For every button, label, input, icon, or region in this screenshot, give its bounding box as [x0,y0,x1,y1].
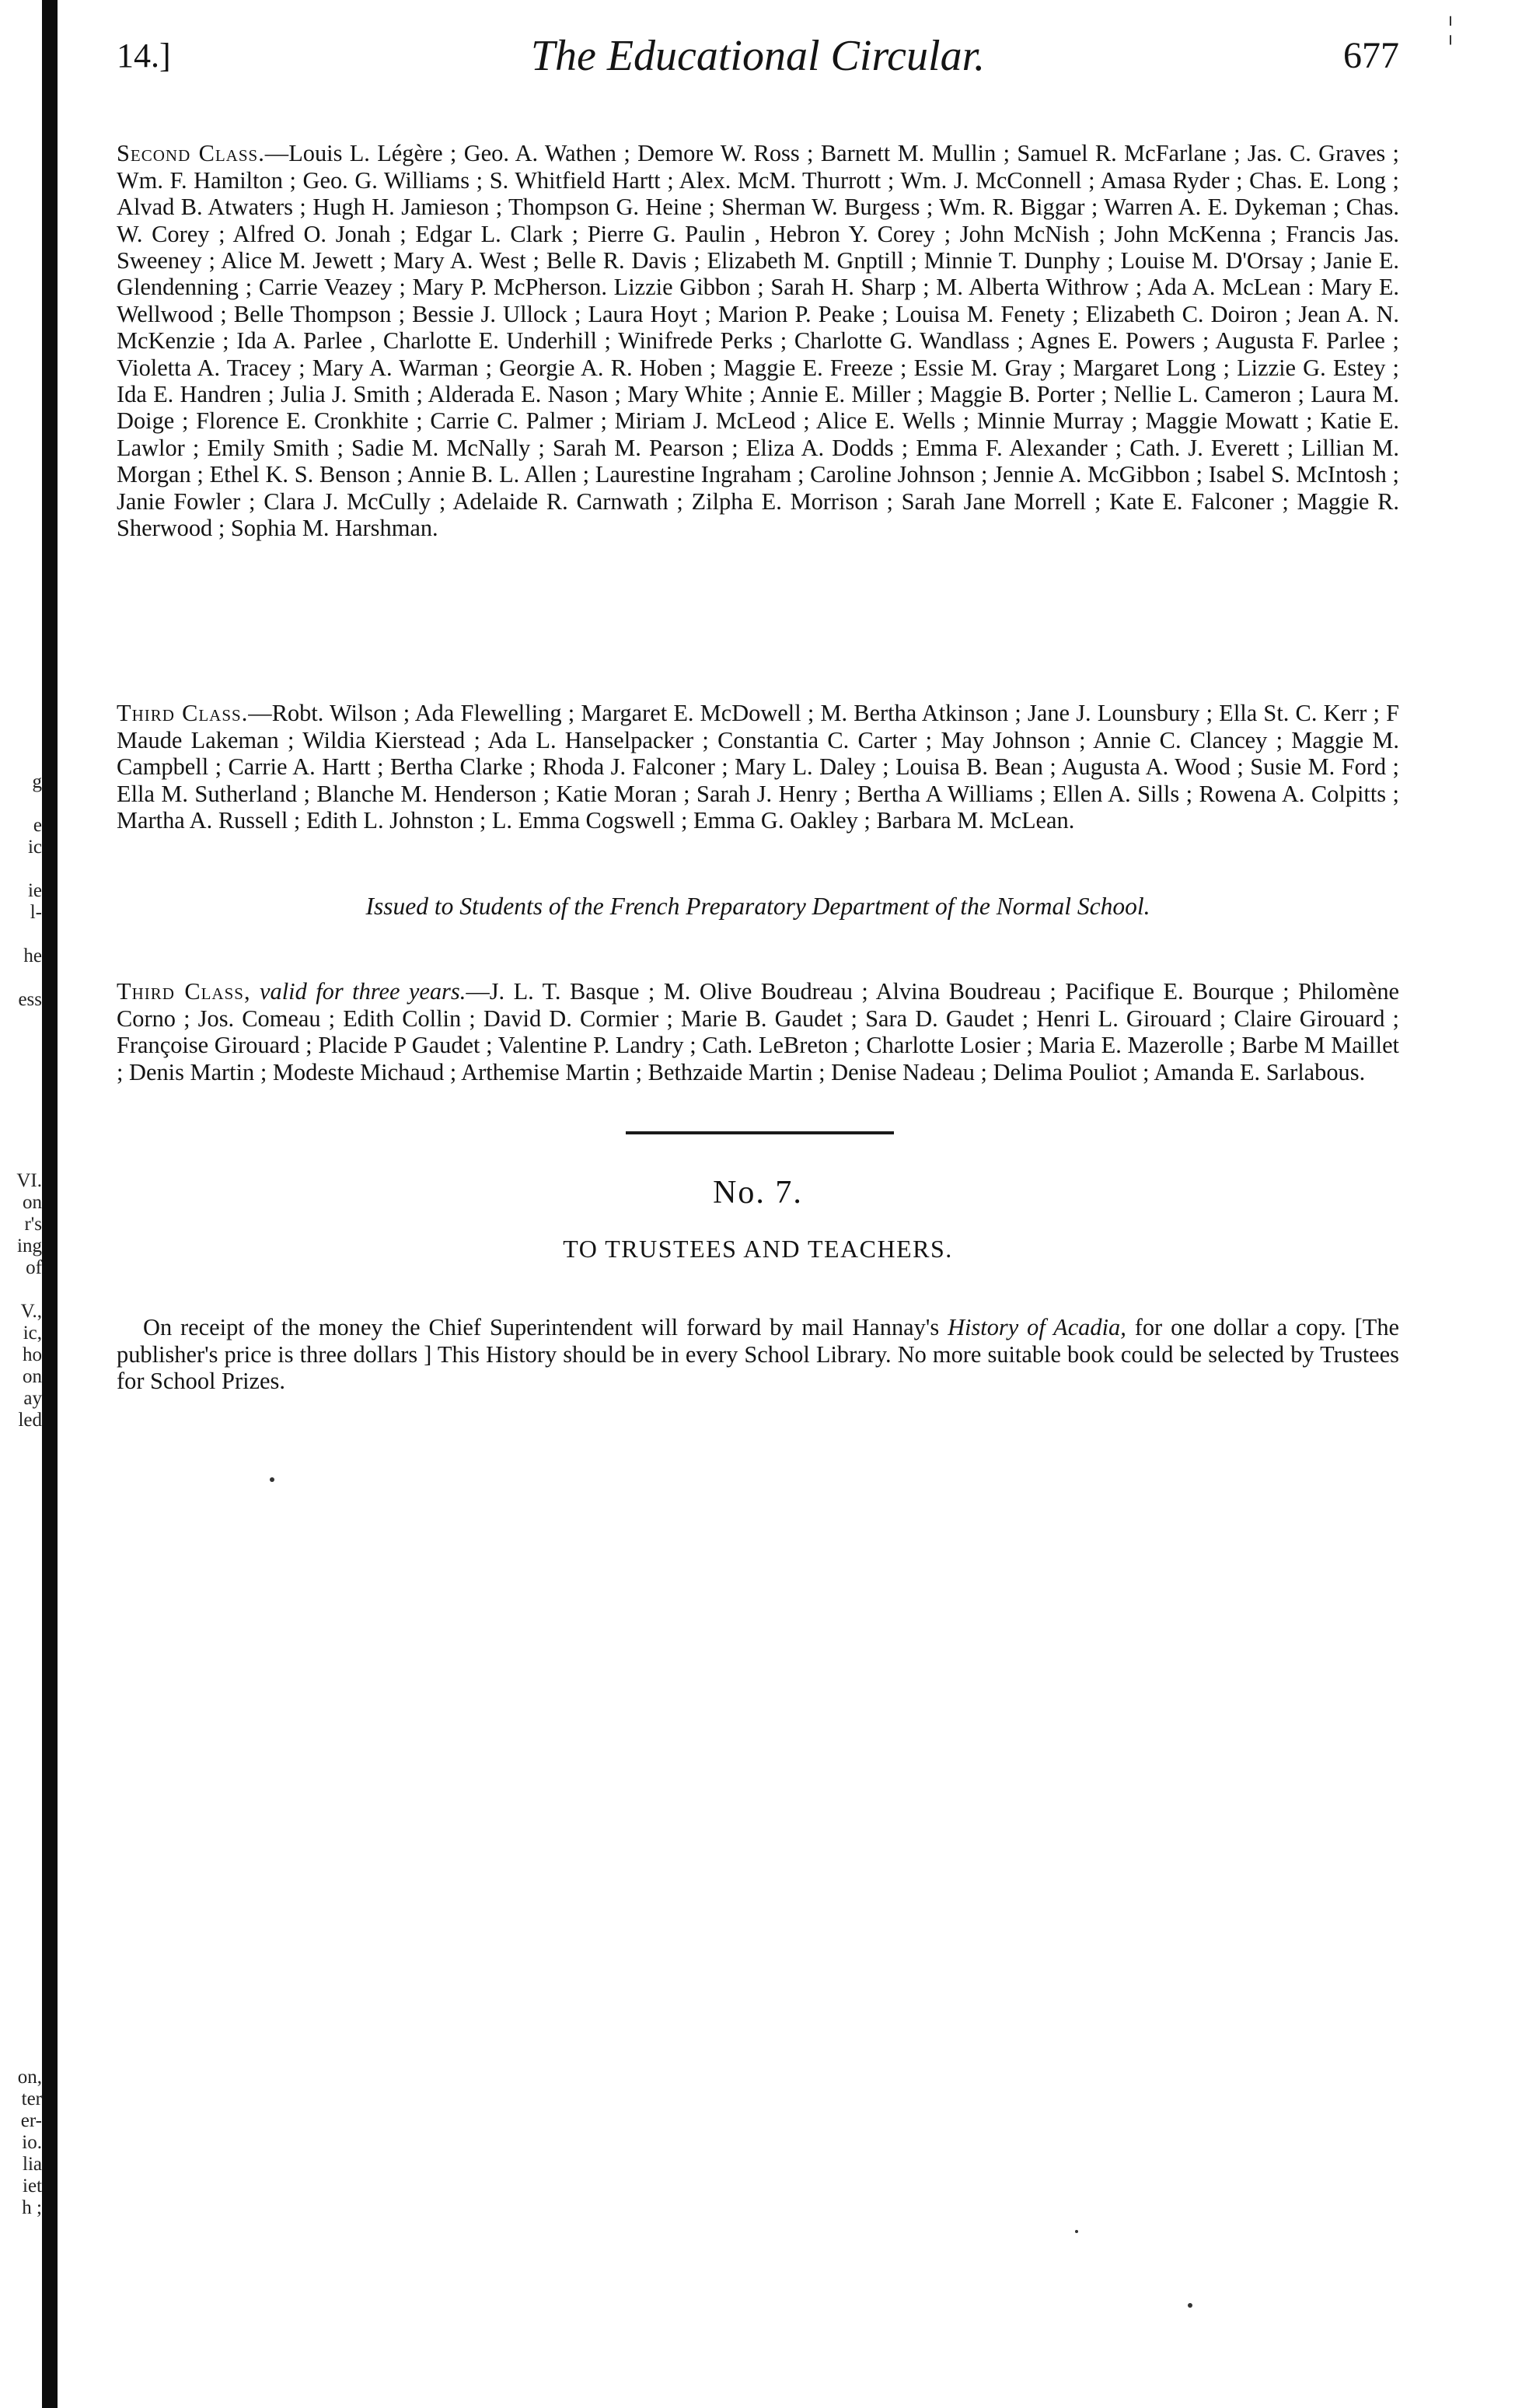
page-number: 677 [1343,35,1399,76]
margin-fragment: VI. [16,1170,42,1191]
notice-paragraph [117,1314,1399,1394]
margin-fragment: ing [17,1235,42,1256]
notice-text-start: On receipt of the money the Chief Superintendent will forward by mail Hannay's [143,1314,948,1341]
margin-fragment: io. [22,2132,42,2153]
margin-fragment: ie [27,880,42,901]
margin-fragment: ic, [23,1323,42,1344]
margin-fragment [0,924,42,945]
margin-fragment: ess [18,989,42,1010]
french-third-class-names: —J. L. T. Basque ; M. Olive Boudreau ; Alvina Boudreau ; Pacifique E. Bourque ; Philomène Corno ; Jos. Comeau ; Edith Collin ; David D. Cormier ; Marie B. Gaudet ; Sara D. Gaudet ; Henri L. Girouard ; Claire Girouard ; Françoise Girouard ; Placide P Gaudet ; Valentine P. Landry ; Cath. LeBreton ; Charlotte Losier ; Maria E. Mazerolle ; Barbe M Maillet ; Denis Martin ; Modeste Michaud ; Arthemise Martin ; Bethzaide Martin ; Denise Nadeau ; Delima Pouliot ; Amanda E. Sarlabous. [117,978,1399,1085]
print-speck [1188,2303,1192,2308]
margin-fragments-c [0,2067,42,2219]
print-speck [270,1477,274,1482]
margin-fragment: iet [23,2176,42,2197]
margin-fragment: ay [23,1388,42,1409]
notice-heading: TO TRUSTEES AND TEACHERS. [563,1235,953,1263]
journal-title: The Educational Circular. [530,32,986,80]
margin-fragment: on [23,1192,42,1213]
margin-fragments-a [0,771,42,1011]
section-divider [626,1131,894,1134]
margin-fragment: ho [23,1344,42,1365]
margin-fragment: l- [30,902,42,923]
margin-fragment: e [33,815,42,836]
margin-fragment: er- [20,2110,42,2131]
margin-fragment [0,793,42,815]
second-class-list [117,140,1399,541]
french-third-class-label: Third Class, [117,978,251,1005]
third-class-list [117,700,1399,834]
margin-fragment [0,858,42,880]
margin-fragment: on [23,1366,42,1387]
french-department-heading: Issued to Students of the French Preparatory Department of the Normal School. [365,893,1150,920]
margin-fragment: on, [17,2067,42,2088]
second-class-names: —Louis L. Légère ; Geo. A. Wathen ; Demore W. Ross ; Barnett M. Mullin ; Samuel R. McFarlane ; Jas. C. Graves ; Wm. F. Hamilton ; Geo. G. Williams ; S. Whitfield Hartt ; Alex. McM. Thurrott ; Wm. J. McConnell ; Amasa Ryder ; Chas. E. Long ; Alvad B. Atwaters ; Hugh H. Jamieson ; Thompson G. Heine ; Sherman W. Burgess ; Wm. R. Biggar ; Warren A. E. Dykeman ; Chas. W. Corey ; Alfred O. Jonah ; Edgar L. Clark ; Pierre G. Paulin , Hebron Y. Corey ; John McNish ; John McKenna ; Francis Jas. Sweeney ; Alice M. Jewett ; Mary A. West ; Belle R. Davis ; Elizabeth M. Gnptill ; Minnie T. Dunphy ; Louise M. D'Orsay ; Janie E. Glendenning ; Carrie Veazey ; Mary P. McPherson. Lizzie Gibbon ; Sarah H. Sharp ; M. Alberta Withrow ; Ada A. McLean : Mary E. Wellwood ; Belle Thompson ; Bessie J. Ullock ; Laura Hoyt ; Marion P. Peake ; Louisa M. Fenety ; Elizabeth C. Doiron ; Jean A. N. McKenzie ; Ida A. Parlee , Charlotte E. Underhill ; Winifrede Perks ; Charlotte G. Wandlass ; Agnes E. Powers ; Augusta F. Parlee ; Violetta A. Tracey ; Mary A. Warman ; Georgie A. R. Hoben ; Maggie E. Freeze ; Essie M. Gray ; Margaret Long ; Lizzie G. Estey ; Ida E. Handren ; Julia J. Smith ; Alderada E. Nason ; Mary White ; Annie E. Miller ; Maggie B. Porter ; Nellie L. Cameron ; Laura M. Doige ; Florence E. Cronkhite ; Carrie C. Palmer ; Miriam J. McLeod ; Alice E. Wells ; Minnie Murray ; Maggie Mowatt ; Katie E. Lawlor ; Emily Smith ; Sadie M. McNally ; Sarah M. Pearson ; Eliza A. Dodds ; Emma F. Alexander ; Cath. J. Everett ; Lillian M. Morgan ; Ethel K. S. Benson ; Annie B. L. Allen ; Laurestine Ingraham ; Caroline Johnson ; Jennie A. McGibbon ; Isabel S. McIntosh ; Janie Fowler ; Clara J. McCully ; Adelaide R. Carnwath ; Zilpha E. Morrison ; Sarah Jane Morrell ; Kate E. Falconer ; Maggie R. Sherwood ; Sophia M. Harshman. [117,140,1399,542]
margin-fragment: of [26,1257,42,1278]
binding-edge [42,0,58,2408]
validity-note: valid for three years. [260,978,466,1005]
margin-fragment [0,967,42,989]
margin-fragment: he [23,945,42,966]
book-title: History of Acadia, [948,1314,1126,1341]
running-head [117,31,1399,86]
margin-fragment: g [32,771,42,792]
notice-text-end: for one dollar a copy. [The publisher's price is three dollars ] This History should be in every School Library. No more suitable book could be selected by Trustees for School Prizes. [117,1314,1400,1395]
margin-fragment: ic [27,837,42,858]
margin-fragment: led [18,1410,42,1431]
margin-fragment: lia [23,2154,42,2175]
second-class-label: Second Class. [117,140,265,167]
margin-fragment: V., [20,1301,42,1322]
print-speck [1075,2230,1078,2233]
margin-fragment [0,1279,42,1301]
french-third-class-list [117,978,1399,1085]
margin-fragments-b [0,1170,42,1431]
margin-fragment: ter [21,2088,42,2109]
notice-number: No. 7. [713,1175,803,1211]
margin-fragment: h ; [22,2197,42,2218]
third-class-label: Third Class. [117,700,249,727]
third-class-names: —Robt. Wilson ; Ada Flewelling ; Margaret E. McDowell ; M. Bertha Atkinson ; Jane J. Lounsbury ; Ella St. C. Kerr ; F Maude Lakeman ; Wildia Kierstead ; Ada L. Hanselpacker ; Constantia C. Carter ; May Johnson ; Annie C. Clancey ; Maggie M. Campbell ; Carrie A. Hartt ; Bertha Clarke ; Rhoda J. Falconer ; Mary L. Daley ; Louisa B. Bean ; Augusta A. Wood ; Susie M. Ford ; Ella M. Sutherland ; Blanche M. Henderson ; Katie Moran ; Sarah J. Henry ; Bertha A Williams ; Ellen A. Sills ; Rowena A. Colpitts ; Martha A. Russell ; Edith L. Johnston ; L. Emma Cogswell ; Emma G. Oakley ; Barbara M. McLean. [117,700,1399,834]
issue-number: 14.] [117,37,171,75]
margin-fragment: r's [24,1214,42,1235]
right-edge-mark: ¦ [1447,10,1454,45]
